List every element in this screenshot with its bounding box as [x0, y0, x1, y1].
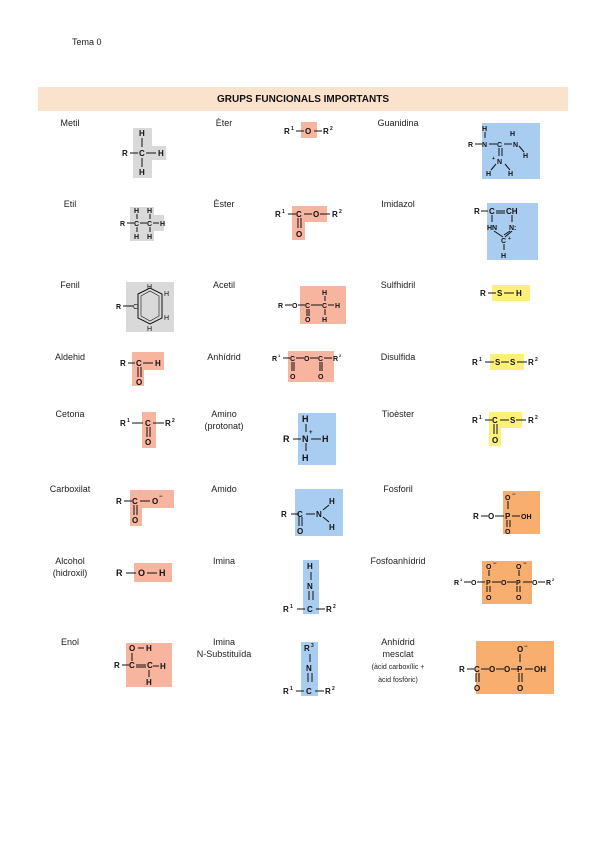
- svg-text:R: R: [472, 416, 478, 425]
- svg-text:R: R: [323, 127, 329, 136]
- structure-ester: [275, 204, 351, 242]
- structure-amino: [283, 412, 339, 468]
- label-fosforil: Fosforil: [383, 484, 413, 494]
- svg-text:S: S: [510, 416, 516, 425]
- structure-fosfoanhidrid: [454, 560, 566, 606]
- svg-text:2: 2: [535, 415, 538, 421]
- svg-text:R: R: [275, 210, 281, 219]
- svg-text:O: O: [296, 230, 303, 239]
- label-imina-n: Imina N-Substituïda: [196, 637, 252, 659]
- svg-text:O: O: [474, 684, 481, 693]
- svg-text:1: 1: [278, 353, 281, 358]
- svg-text:O: O: [517, 684, 524, 693]
- svg-text:C: C: [147, 221, 153, 228]
- svg-text:−: −: [159, 494, 163, 500]
- svg-text:1: 1: [282, 209, 285, 215]
- svg-text:C: C: [305, 303, 311, 310]
- svg-text:R: R: [116, 304, 122, 311]
- svg-text:R: R: [472, 358, 478, 367]
- svg-text:1: 1: [479, 357, 482, 363]
- structure-fenil: [114, 280, 178, 334]
- svg-text:R: R: [120, 221, 126, 228]
- svg-text:R: R: [546, 580, 552, 587]
- svg-text:H: H: [516, 289, 522, 298]
- svg-text:R: R: [459, 665, 465, 674]
- svg-text:O: O: [486, 564, 492, 571]
- svg-text:O: O: [504, 665, 511, 674]
- label-alcohol: Alcohol (hidroxil): [52, 556, 88, 578]
- svg-text:O: O: [501, 580, 507, 587]
- structure-aldehid: [118, 350, 174, 390]
- svg-text:1: 1: [290, 686, 293, 692]
- svg-text:H: H: [134, 208, 140, 215]
- svg-text:R: R: [120, 359, 126, 368]
- svg-text:2: 2: [172, 418, 175, 424]
- svg-text:N: N: [497, 159, 503, 166]
- svg-text:R: R: [468, 142, 474, 149]
- svg-text:R: R: [325, 687, 331, 696]
- svg-text:1: 1: [290, 604, 293, 610]
- svg-text:O: O: [318, 374, 324, 381]
- svg-text:O: O: [532, 580, 538, 587]
- label-aldehid: Aldehid: [54, 352, 86, 362]
- svg-text:P: P: [505, 512, 511, 521]
- svg-text:O: O: [305, 127, 312, 136]
- svg-text:2: 2: [535, 357, 538, 363]
- svg-text:R: R: [283, 434, 290, 444]
- svg-text:3: 3: [311, 643, 314, 649]
- svg-text:O: O: [132, 516, 139, 525]
- svg-text:O: O: [505, 529, 511, 536]
- svg-text:O: O: [297, 527, 304, 536]
- svg-text:H: H: [139, 129, 145, 138]
- svg-text:H: H: [322, 290, 328, 297]
- svg-text:H: H: [147, 326, 153, 333]
- svg-text:H: H: [146, 678, 152, 687]
- structure-anhidrid: [272, 350, 352, 384]
- svg-text:C: C: [133, 304, 139, 311]
- structure-tioester: [472, 410, 548, 448]
- svg-text:R: R: [272, 356, 278, 363]
- svg-text:O: O: [292, 303, 298, 310]
- svg-text:C: C: [307, 605, 313, 614]
- svg-text:O: O: [517, 645, 524, 654]
- label-imina: Imina: [212, 556, 235, 566]
- structure-metil: [118, 124, 168, 180]
- svg-text:R: R: [454, 580, 460, 587]
- svg-text:O: O: [290, 374, 296, 381]
- svg-text:H: H: [523, 153, 529, 160]
- svg-text:R: R: [278, 303, 284, 310]
- label-metil: Metil: [60, 118, 80, 128]
- svg-text:R: R: [283, 687, 289, 696]
- svg-text:O: O: [313, 210, 320, 219]
- svg-text:C: C: [492, 416, 498, 425]
- label-fosfoanhidrid: Fosfoanhídrid: [370, 556, 426, 566]
- svg-text:R: R: [165, 419, 171, 428]
- label-carboxilat: Carboxilat: [49, 484, 91, 494]
- svg-text:N: N: [513, 142, 519, 149]
- svg-text:H: H: [322, 317, 328, 324]
- svg-text:H: H: [302, 453, 309, 463]
- structure-enol: [112, 641, 178, 689]
- svg-text:S: S: [495, 358, 501, 367]
- label-ester: Èster: [213, 199, 235, 209]
- svg-text:C: C: [306, 687, 312, 696]
- svg-text:C: C: [489, 207, 495, 216]
- svg-text:N: N: [316, 510, 322, 519]
- svg-text:N: N: [307, 582, 313, 591]
- label-guanidina: Guanidina: [377, 118, 419, 128]
- label-amino: Amino (protonat): [204, 409, 244, 431]
- svg-text:R: R: [116, 568, 123, 578]
- label-anhidrid: Anhídrid: [207, 352, 241, 362]
- svg-text:O: O: [138, 568, 146, 578]
- svg-text:+: +: [492, 156, 495, 162]
- svg-text:H: H: [329, 497, 335, 506]
- svg-text:H: H: [510, 131, 516, 138]
- svg-text:1: 1: [460, 577, 463, 582]
- structure-etil: [118, 203, 174, 245]
- structure-acetil: [278, 284, 348, 326]
- svg-text:R: R: [281, 510, 287, 519]
- svg-text:O: O: [305, 317, 311, 324]
- svg-text:R: R: [114, 661, 120, 670]
- svg-text:P: P: [516, 580, 521, 587]
- svg-text:P: P: [486, 580, 491, 587]
- structure-carboxilat: [114, 488, 176, 528]
- svg-text:C: C: [501, 238, 507, 245]
- structure-imina: [283, 558, 343, 616]
- svg-text:O: O: [145, 438, 152, 447]
- svg-text:−: −: [524, 644, 528, 650]
- label-imidazol: Imidazol: [381, 199, 415, 209]
- svg-text:R: R: [283, 605, 289, 614]
- svg-text:H: H: [146, 644, 152, 653]
- svg-text:O: O: [505, 495, 511, 502]
- svg-text:H: H: [302, 414, 309, 424]
- svg-text:1: 1: [479, 415, 482, 421]
- svg-text:CH: CH: [506, 207, 518, 216]
- svg-text:−: −: [523, 561, 527, 567]
- svg-text:R: R: [528, 416, 534, 425]
- svg-text:O: O: [486, 595, 492, 602]
- svg-text:H: H: [322, 434, 329, 444]
- svg-text:2: 2: [339, 353, 342, 358]
- structure-alcohol: [114, 562, 176, 584]
- label-acetil: Acetil: [212, 280, 235, 290]
- svg-text:H: H: [155, 359, 161, 368]
- svg-text:R: R: [473, 512, 479, 521]
- svg-text:H: H: [508, 171, 514, 178]
- structure-amido: [281, 488, 347, 538]
- svg-text:R: R: [120, 419, 126, 428]
- structure-guanidina: [466, 122, 542, 180]
- structure-sulfhidril: [478, 284, 534, 304]
- svg-text:S: S: [497, 289, 503, 298]
- svg-text:2: 2: [332, 686, 335, 692]
- svg-text:N: N: [306, 664, 312, 673]
- svg-text:O: O: [129, 644, 136, 653]
- svg-text:C: C: [290, 356, 296, 363]
- svg-text:R: R: [480, 289, 486, 298]
- svg-text:H: H: [482, 126, 488, 133]
- svg-text:H: H: [147, 234, 153, 241]
- svg-text:2: 2: [333, 604, 336, 610]
- svg-text:O: O: [488, 512, 495, 521]
- svg-text:H: H: [164, 291, 170, 298]
- svg-text:+: +: [508, 236, 511, 242]
- svg-text:P: P: [517, 665, 523, 674]
- svg-text:H: H: [160, 221, 166, 228]
- svg-text:C: C: [145, 419, 151, 428]
- structure-cetona: [118, 410, 182, 450]
- svg-text:N:: N:: [509, 225, 517, 232]
- label-enol: Enol: [60, 637, 79, 647]
- structure-imina-n: [283, 640, 343, 698]
- svg-text:O: O: [489, 665, 496, 674]
- label-disulfida: Disulfida: [380, 352, 416, 362]
- svg-text:C: C: [322, 303, 328, 310]
- structure-fosforil: [472, 490, 544, 536]
- svg-text:H: H: [147, 208, 153, 215]
- svg-text:C: C: [297, 510, 303, 519]
- svg-text:2: 2: [339, 209, 342, 215]
- svg-text:C: C: [134, 221, 140, 228]
- label-tioester: Tioèster: [381, 409, 415, 419]
- svg-text:OH: OH: [534, 665, 546, 674]
- svg-text:H: H: [158, 149, 164, 158]
- svg-text:H: H: [307, 562, 313, 571]
- svg-text:1: 1: [127, 418, 130, 424]
- svg-text:C: C: [296, 210, 302, 219]
- label-eter: Èter: [215, 118, 233, 128]
- structure-disulfida: [472, 353, 548, 373]
- svg-text:1: 1: [291, 126, 294, 132]
- svg-text:O: O: [492, 436, 499, 445]
- svg-text:H: H: [501, 253, 507, 260]
- svg-text:H: H: [160, 662, 166, 671]
- label-amido: Amido: [211, 484, 237, 494]
- svg-text:C: C: [474, 665, 480, 674]
- svg-text:H: H: [335, 303, 341, 310]
- svg-text:−: −: [512, 492, 516, 498]
- label-fenil: Fenil: [60, 280, 80, 290]
- svg-text:C: C: [132, 497, 138, 506]
- svg-text:R: R: [284, 127, 290, 136]
- svg-text:O: O: [516, 564, 522, 571]
- page-title: GRUPS FUNCIONALS IMPORTANTS: [38, 87, 568, 111]
- svg-text:+: +: [309, 430, 313, 436]
- svg-text:H: H: [139, 168, 145, 177]
- label-etil: Etil: [63, 199, 77, 209]
- label-cetona: Cetona: [55, 409, 85, 419]
- structure-anhidrid-mesclat: [458, 640, 558, 696]
- svg-text:R: R: [333, 356, 339, 363]
- svg-text:C: C: [147, 661, 153, 670]
- svg-text:C: C: [318, 356, 324, 363]
- svg-text:R: R: [122, 149, 128, 158]
- svg-text:OH: OH: [521, 514, 532, 521]
- topic-label: Tema 0: [72, 37, 102, 47]
- structure-eter: [284, 120, 340, 142]
- svg-text:H: H: [329, 523, 335, 532]
- svg-text:O: O: [136, 378, 143, 387]
- svg-text:2: 2: [330, 126, 333, 132]
- svg-text:C: C: [136, 359, 142, 368]
- svg-text:H: H: [159, 568, 166, 578]
- svg-text:−: −: [493, 561, 497, 567]
- svg-text:O: O: [304, 356, 310, 363]
- svg-text:O: O: [152, 497, 159, 506]
- svg-text:N: N: [302, 434, 309, 444]
- svg-text:C: C: [139, 149, 145, 158]
- label-sulfhidril: Sulfhidril: [380, 280, 416, 290]
- svg-text:R: R: [332, 210, 338, 219]
- label-anhidrid-mesclat: Anhídrid mesclat (àcid carboxílic + àcid fosfòric): [371, 637, 425, 684]
- svg-text:H: H: [486, 171, 492, 178]
- svg-text:H: H: [147, 284, 153, 291]
- svg-text:H: H: [134, 234, 140, 241]
- svg-text:R: R: [304, 644, 310, 653]
- svg-text:C: C: [497, 142, 503, 149]
- svg-text:H: H: [164, 315, 170, 322]
- svg-text:R: R: [474, 207, 480, 216]
- svg-text:C: C: [129, 661, 135, 670]
- svg-text:O: O: [471, 580, 477, 587]
- svg-text:HN: HN: [487, 225, 498, 232]
- svg-text:R: R: [326, 605, 332, 614]
- structure-imidazol: [472, 201, 542, 261]
- svg-text:R: R: [528, 358, 534, 367]
- svg-text:O: O: [516, 595, 522, 602]
- svg-text:R: R: [116, 497, 122, 506]
- svg-text:N: N: [482, 142, 488, 149]
- svg-text:2: 2: [552, 577, 555, 582]
- svg-text:S: S: [510, 358, 516, 367]
